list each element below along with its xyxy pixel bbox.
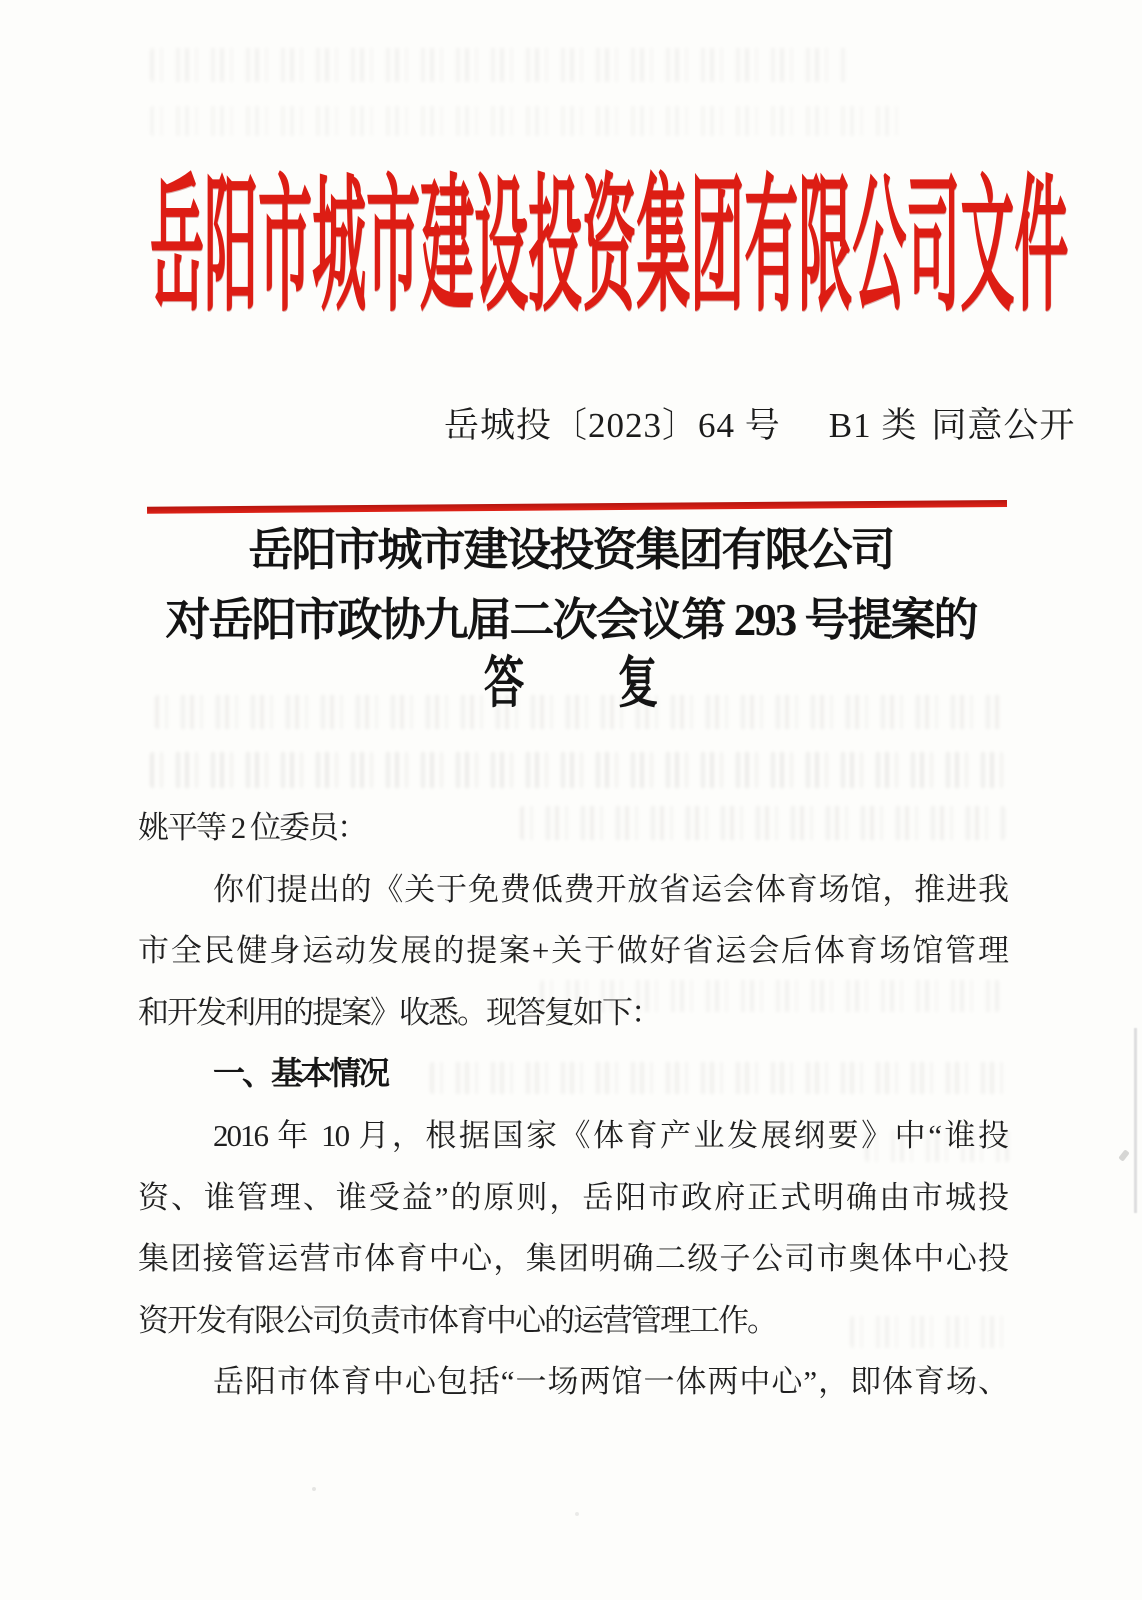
title-char-da: 答: [483, 653, 525, 715]
scan-speck: [1118, 1149, 1130, 1161]
paragraph-1-line: 你们提出的《关于免费低费开放省运会体育场馆，推进我: [213, 871, 1007, 907]
title-char-fu: 复: [617, 653, 659, 715]
bleedthrough-artifact: [150, 48, 850, 82]
document-number: 岳城投〔2023〕64 号: [444, 406, 781, 445]
paragraph-1-line: 和开发利用的提案》收悉。现答复如下：: [138, 994, 660, 1030]
paragraph-2-line: 集团接管运营市体育中心，集团明确二级子公司市奥体中心投: [138, 1241, 1007, 1277]
bleedthrough-artifact: [150, 106, 910, 136]
paragraph-2-line: 资开发有限公司负责市体育中心的运营管理工作。: [138, 1302, 776, 1338]
document-number-line: [444, 404, 1075, 448]
paragraph-3-line: 岳阳市体育中心包括“一场两馆一体两中心”，即体育场、: [213, 1364, 1007, 1400]
bleedthrough-artifact: [150, 752, 1005, 788]
section-1-heading: 一、基本情况: [213, 1055, 388, 1092]
document-title-line1: 岳阳市城市建设投资集团有限公司: [248, 525, 894, 575]
letterhead-title: 岳阳市城市建设投资集团有限公司文件: [150, 166, 1069, 330]
document-title-line3: [70, 650, 1072, 718]
red-divider-rule: [147, 500, 1007, 514]
scan-speck: [312, 1487, 316, 1491]
scan-edge-artifact: [1134, 1028, 1137, 1213]
paragraph-1-line: 市全民健身运动发展的提案+关于做好省运会后体育场馆管理: [138, 933, 1007, 969]
paragraph-2-line: 资、谁管理、谁受益”的原则，岳阳市政府正式明确由市城投: [138, 1179, 1007, 1215]
scan-speck: [575, 1512, 579, 1516]
document-title-line2: 对岳阳市政协九届二次会议第 293 号提案的: [165, 595, 977, 645]
publicity-label: 同意公开: [931, 406, 1076, 445]
paragraph-2-line: 2016 年 10 月，根据国家《体育产业发展纲要》中“谁投: [213, 1117, 1007, 1153]
classification-label: B1 类: [828, 406, 918, 445]
salutation: 姚平等 2 位委员：: [138, 810, 366, 845]
document-body: [138, 797, 1007, 1413]
